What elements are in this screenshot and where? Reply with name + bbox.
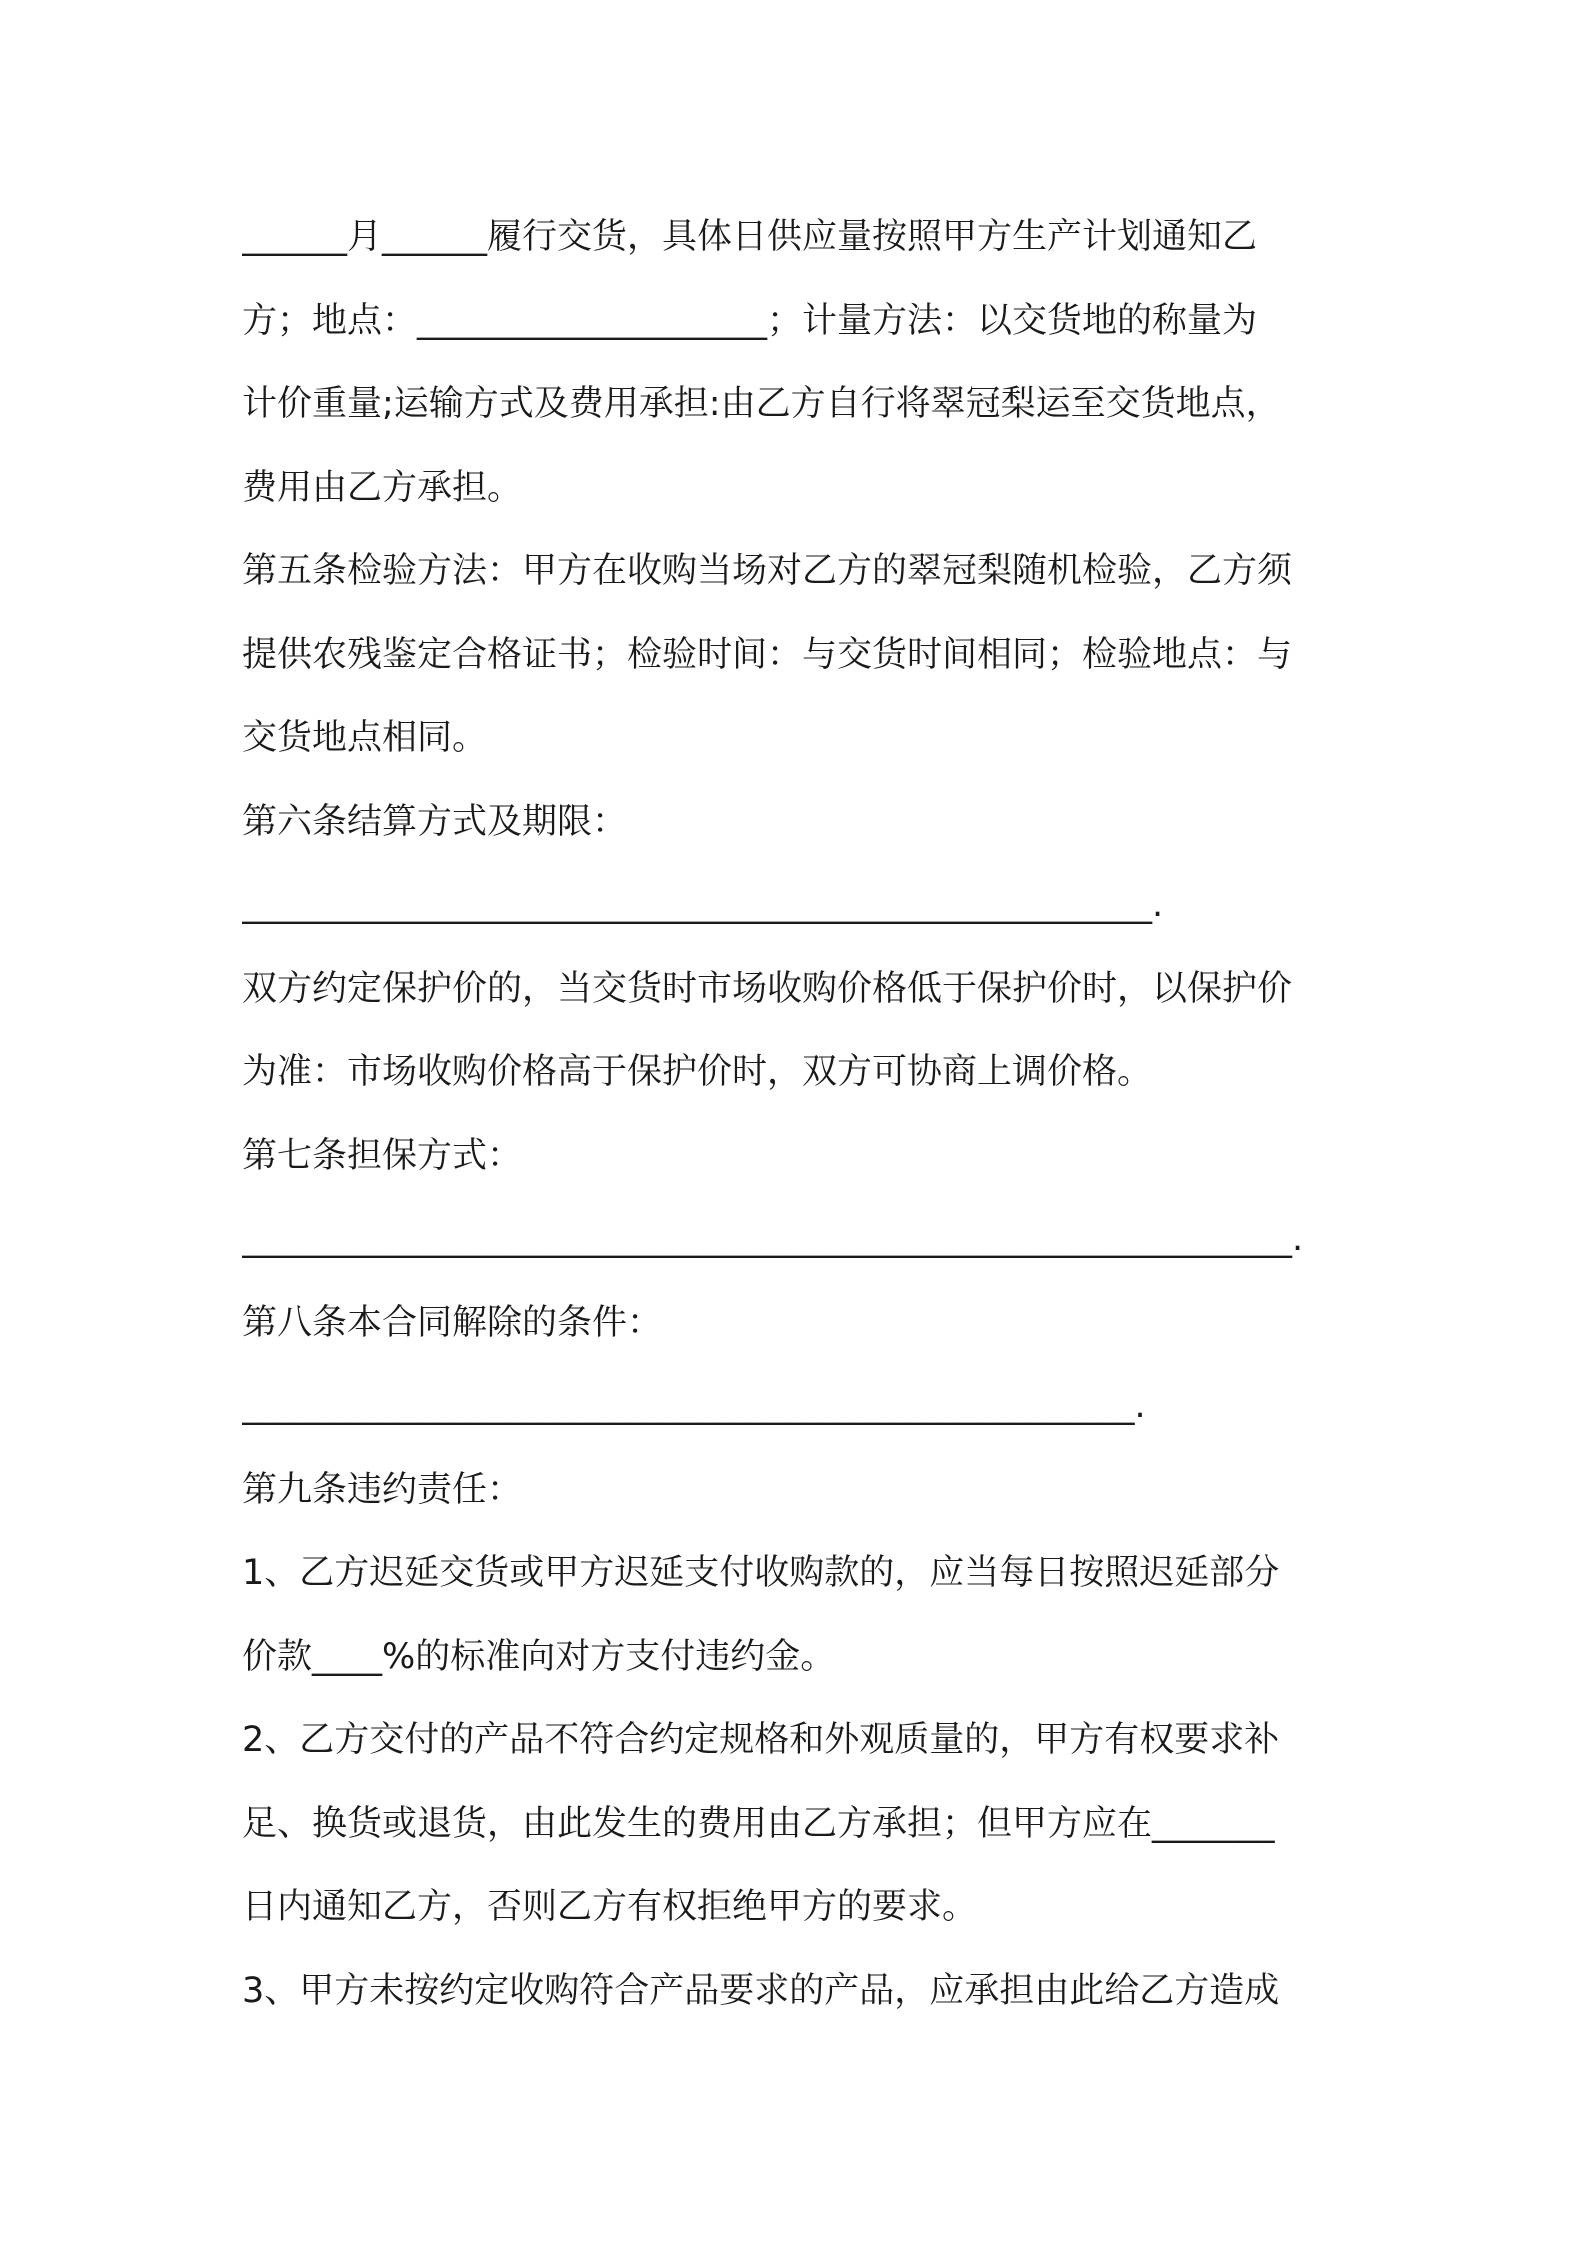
text-line: 方；地点：____________________；计量方法：以交货地的称量为: [242, 300, 1258, 341]
article-5-line: 第五条检验方法：甲方在收购当场对乙方的翠冠梨随机检验，乙方须: [242, 551, 1293, 591]
clause-3-line: 3、甲方未按约定收购符合产品要求的产品，应承担由此给乙方造成: [242, 1970, 1280, 2011]
article-7-heading: 第七条担保方式：: [242, 1135, 523, 1176]
contract-body: [242, 196, 1357, 2033]
text-line: 计价重量;运输方式及费用承担:由乙方自行将翠冠梨运至交货地点，: [242, 384, 1281, 424]
text-line: 提供农残鉴定合格证书；检验时间：与交货时间相同；检验地点：与: [242, 634, 1293, 675]
blank-fill-line: ____________________________________________________________.: [242, 1219, 1304, 1259]
text-line: 价款____%的标准向对方支付违约金。: [242, 1636, 836, 1677]
text-line: 足、换货或退货，由此发生的费用由乙方承担；但甲方应在_______: [242, 1803, 1275, 1844]
article-9-heading: 第九条违约责任：: [242, 1469, 523, 1510]
article-6-heading: 第六条结算方式及期限：: [242, 801, 628, 842]
text-line: ______月______履行交货，具体日供应量按照甲方生产计划通知乙: [242, 217, 1258, 257]
clause-2-line: 2、乙方交付的产品不符合约定规格和外观质量的，甲方有权要求补: [242, 1720, 1280, 1760]
text-line: 双方约定保护价的，当交货时市场收购价格低于保护价时，以保护价: [242, 968, 1293, 1009]
blank-fill-line: ___________________________________________________.: [242, 1386, 1146, 1426]
article-8-heading: 第八条本合同解除的条件：: [242, 1302, 663, 1343]
text-line: 费用由乙方承担。: [242, 467, 523, 508]
blank-fill-line: ____________________________________________________.: [242, 885, 1164, 925]
clause-1-line: 1、乙方迟延交货或甲方迟延支付收购款的，应当每日按照迟延部分: [242, 1553, 1280, 1593]
text-line: 交货地点相同。: [242, 718, 488, 758]
text-line: 为准：市场收购价格高于保护价时，双方可协商上调价格。: [242, 1052, 1153, 1092]
text-line: 日内通知乙方，否则乙方有权拒绝甲方的要求。: [242, 1887, 978, 1927]
